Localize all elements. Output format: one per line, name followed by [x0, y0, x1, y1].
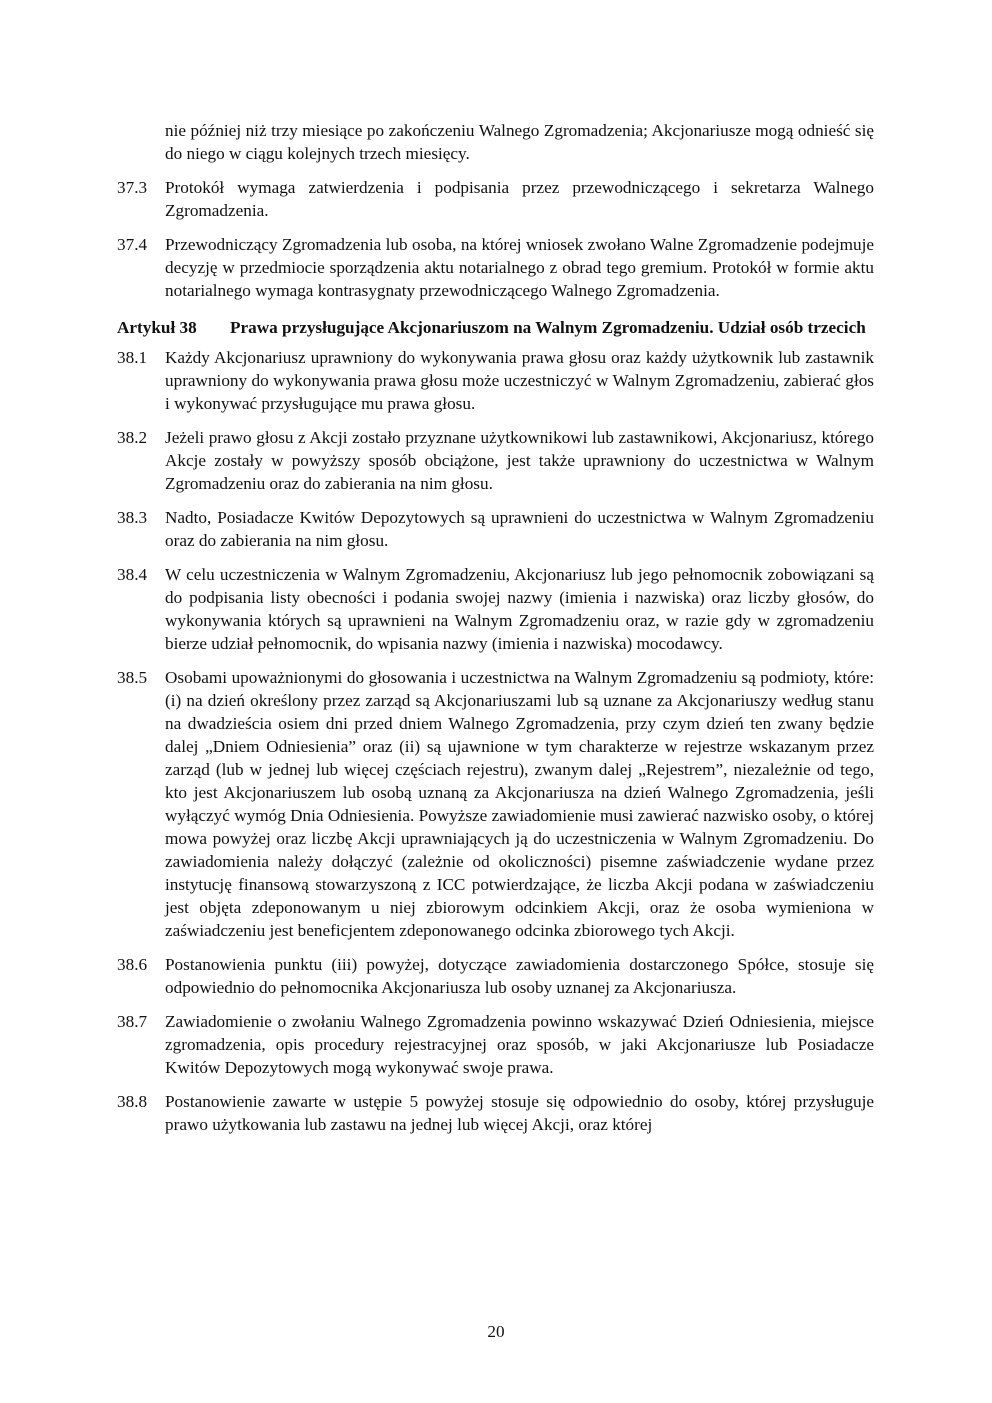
paragraph-text: nie później niż trzy miesiące po zakończeniu Walnego Zgromadzenia; Akcjonariusze mogą odnieść się do niego w ciągu kolejnych trzech miesięcy. — [165, 121, 874, 163]
paragraph-text: Każdy Akcjonariusz uprawniony do wykonywania prawa głosu oraz każdy użytkownik lub zastawnik uprawniony do wykonywania prawa głosu może uczestniczyć w Walnym Zgromadzeniu, zabierać głos i wykonywać przysługujące mu prawa głosu. — [165, 348, 874, 413]
paragraph-text: Nadto, Posiadacze Kwitów Depozytowych są uprawnieni do uczestnictwa w Walnym Zgromadzeniu oraz do zabierania na nim głosu. — [165, 508, 874, 550]
paragraph-text: W celu uczestniczenia w Walnym Zgromadzeniu, Akcjonariusz lub jego pełnomocnik zobowiązani są do podpisania listy obecności i podania swojej nazwy (imienia i nazwiska) oraz liczby głosów, do wykonywania których są uprawnieni na Walnym Zgromadzeniu oraz, w razie gdy w zgromadzeniu bierze udział pełnomocnik, do wpisania nazwy (imienia i nazwiska) mocodawcy. — [165, 565, 874, 653]
paragraph-number: 38.4 — [117, 565, 148, 584]
page-content — [117, 119, 874, 1147]
article-heading — [117, 318, 874, 338]
paragraph-37-3 — [117, 176, 874, 222]
paragraph-number: 37.4 — [117, 235, 148, 254]
paragraph-38-5 — [117, 666, 874, 942]
paragraph-text: Postanowienie zawarte w ustępie 5 powyżej stosuje się odpowiednio do osoby, której przysługuje prawo użytkowania lub zastawu na jednej lub więcej Akcji, oraz której — [165, 1092, 874, 1134]
paragraph-continuation — [117, 119, 874, 165]
paragraph-number: 38.6 — [117, 955, 148, 974]
paragraph-text: Postanowienia punktu (iii) powyżej, dotyczące zawiadomienia dostarczonego Spółce, stosuje się odpowiednio do pełnomocnika Akcjonariusza lub osoby uznanej za Akcjonariusza. — [165, 955, 874, 997]
paragraph-number: 38.1 — [117, 348, 148, 367]
paragraph-number: 38.3 — [117, 508, 148, 527]
page-number: 20 — [487, 1322, 505, 1341]
paragraph-number: 38.5 — [117, 668, 148, 687]
paragraph-number: 38.2 — [117, 428, 148, 447]
paragraph-text: Przewodniczący Zgromadzenia lub osoba, na której wniosek zwołano Walne Zgromadzenie podejmuje decyzję w przedmiocie sporządzenia aktu notarialnego z obrad tego gremium. Protokół w formie aktu notarialnego wymaga kontrasygnaty przewodniczącego Walnego Zgromadzenia. — [165, 235, 874, 300]
paragraph-38-6 — [117, 953, 874, 999]
paragraph-number: 38.7 — [117, 1012, 148, 1031]
paragraph-38-8 — [117, 1090, 874, 1136]
paragraph-number: 38.8 — [117, 1092, 148, 1111]
article-label: Artykuł 38 — [117, 318, 197, 337]
paragraph-38-2 — [117, 426, 874, 495]
paragraph-text: Protokół wymaga zatwierdzenia i podpisania przez przewodniczącego i sekretarza Walnego Zgromadzenia. — [165, 178, 874, 220]
paragraph-37-4 — [117, 233, 874, 302]
paragraph-38-1 — [117, 346, 874, 415]
paragraph-text: Jeżeli prawo głosu z Akcji zostało przyznane użytkownikowi lub zastawnikowi, Akcjonariusz, którego Akcje zostały w powyższy sposób obciążone, jest także uprawniony do uczestnictwa w Walnym Zgromadzeniu oraz do zabierania na nim głosu. — [165, 428, 874, 493]
paragraph-38-4 — [117, 563, 874, 655]
article-title: Prawa przysługujące Akcjonariuszom na Walnym Zgromadzeniu. Udział osób trzecich — [230, 318, 866, 337]
paragraph-text: Zawiadomienie o zwołaniu Walnego Zgromadzenia powinno wskazywać Dzień Odniesienia, miejsce zgromadzenia, opis procedury rejestracyjnej oraz sposób, w jaki Akcjonariusze lub Posiadacze Kwitów Depozytowych mogą wykonywać swoje prawa. — [165, 1012, 874, 1077]
paragraph-38-3 — [117, 506, 874, 552]
paragraph-38-7 — [117, 1010, 874, 1079]
paragraph-text: Osobami upoważnionymi do głosowania i uczestnictwa na Walnym Zgromadzeniu są podmioty, które: (i) na dzień określony przez zarząd są Akcjonariuszami lub są uznane za Akcjonariuszy według stanu na dwadzieścia osiem dni przed dniem Walnego Zgromadzenia, przy czym dzień ten zwany będzie dalej „Dniem Odniesienia” oraz (ii) są ujawnione w tym charakterze w rejestrze wskazanym przez zarząd (lub w jednej lub więcej częściach rejestru), zwanym dalej „Rejestrem”, niezależnie od tego, kto jest Akcjonariuszem lub osobą uznaną za Akcjonariusza na dzień Walnego Zgromadzenia, jeśli wyłączyć wymóg Dnia Odniesienia. Powyższe zawiadomienie musi zawierać nazwisko osoby, o której mowa powyżej oraz liczbę Akcji uprawniających ją do uczestniczenia w Walnym Zgromadzeniu. Do zawiadomienia należy dołączyć (zależnie od okoliczności) pisemne zaświadczenie wydane przez instytucję finansową stowarzyszoną z ICC potwierdzające, że liczba Akcji podana w zaświadczeniu jest objęta zdeponowanym u niej zbiorowym odcinkiem Akcji, oraz że osoba wymieniona w zaświadczeniu jest beneficjentem zdeponowanego odcinka zbiorowego tych Akcji. — [165, 668, 874, 940]
paragraph-number: 37.3 — [117, 178, 148, 197]
